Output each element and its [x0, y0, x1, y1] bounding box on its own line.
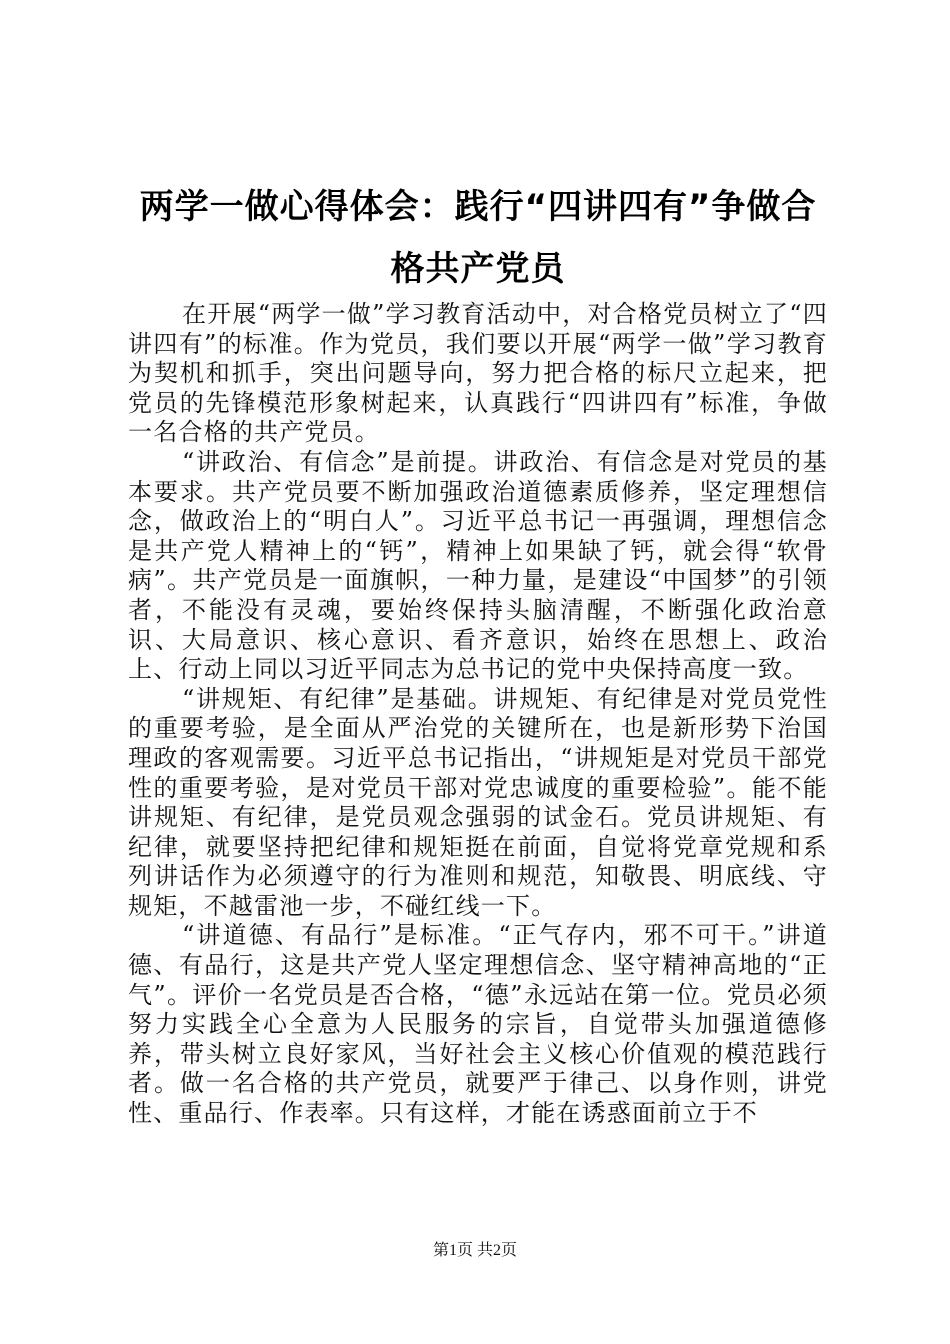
paragraph-morality-conduct: “讲道德、有品行”是标准。“正气存内，邪不可干。”讲道德、有品行，这是共产党人坚定理想信念、坚守精神高地的“正气”。评价一名党员是否合格，“德”永远站在第一位。党员必须努力实践全心全意为人民服务的宗旨，自觉带头加强道德修养，带头树立良好家风，当好社会主义核心价值观的模范践行者。做一名合格的共产党员，就要严于律己、以身作则，讲党性、重品行、作表率。只有这样，才能在诱惑面前立于不 — [128, 921, 828, 1128]
paragraph-intro: 在开展“两学一做”学习教育活动中，对合格党员树立了“四讲四有”的标准。作为党员，我们要以开展“两学一做”学习教育为契机和抓手，突出问题导向，努力把合格的标尺立起来，把党员的先锋模范形象树起来，认真践行“四讲四有”标准，争做一名合格的共产党员。 — [128, 300, 828, 447]
page-number-footer: 第1页 共2页 — [432, 1242, 517, 1259]
paragraph-politics-belief: “讲政治、有信念”是前提。讲政治、有信念是对党员的基本要求。共产党员要不断加强政治道德素质修养，坚定理想信念，做政治上的“明白人”。习近平总书记一再强调，理想信念是共产党人精神上的“钙”，精神上如果缺了钙，就会得“软骨病”。共产党员是一面旗帜，一种力量，是建设“中国梦”的引领者，不能没有灵魂，要始终保持头脑清醒，不断强化政治意识、大局意识、核心意识、看齐意识，始终在思想上、政治上、行动上同以习近平同志为总书记的党中央保持高度一致。 — [128, 447, 828, 684]
document-body — [128, 300, 828, 1129]
paragraph-rules-discipline: “讲规矩、有纪律”是基础。讲规矩、有纪律是对党员党性的重要考验，是全面从严治党的关键所在，也是新形势下治国理政的客观需要。习近平总书记指出，“讲规矩是对党员干部党性的重要考验，是对党员干部对党忠诚度的重要检验”。能不能讲规矩、有纪律，是党员观念强弱的试金石。党员讲规矩、有纪律，就要坚持把纪律和规矩挺在前面，自觉将党章党规和系列讲话作为必须遵守的行为准则和规范，知敬畏、明底线、守规矩，不越雷池一步，不碰红线一下。 — [128, 684, 828, 920]
document-title: 两学一做心得体会：践行“四讲四有”争做合格共产党员 — [139, 187, 817, 289]
